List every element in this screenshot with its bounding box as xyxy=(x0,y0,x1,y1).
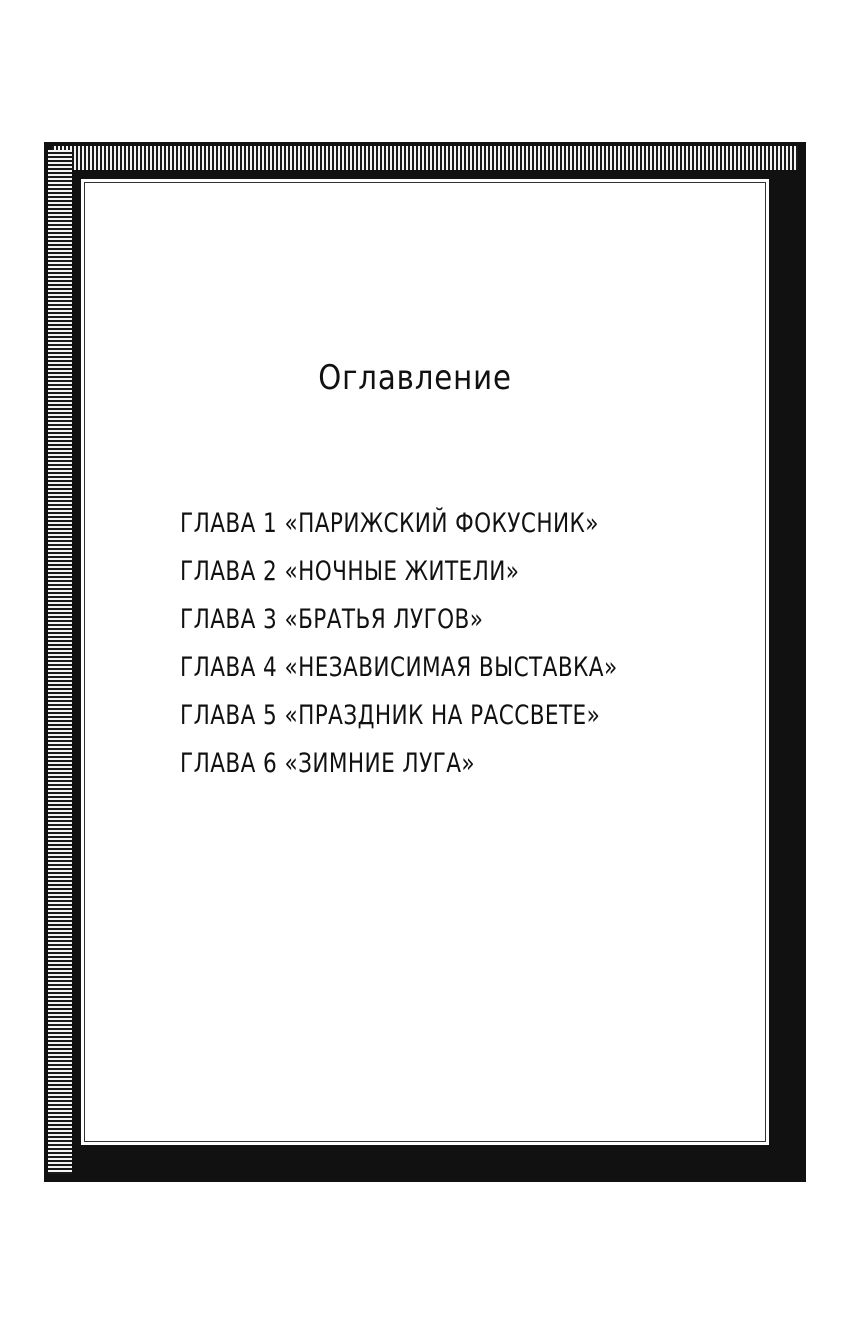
toc-item-chapter-3: ГЛАВА 3 «БРАТЬЯ ЛУГОВ» xyxy=(180,604,484,635)
toc-item-chapter-1: ГЛАВА 1 «ПАРИЖСКИЙ ФОКУСНИК» xyxy=(180,508,599,539)
frame-border-bottom xyxy=(52,146,798,166)
toc-item-chapter-4: ГЛАВА 4 «НЕЗАВИСИМАЯ ВЫСТАВКА» xyxy=(180,652,618,683)
toc-item-chapter-2: ГЛАВА 2 «НОЧНЫЕ ЖИТЕЛИ» xyxy=(180,556,520,587)
table-of-contents xyxy=(180,500,780,788)
toc-item-chapter-5: ГЛАВА 5 «ПРАЗДНИК НА РАССВЕТЕ» xyxy=(180,700,601,731)
frame-border-right xyxy=(48,150,68,1174)
page-title: Оглавление xyxy=(318,358,512,398)
toc-item-chapter-6: ГЛАВА 6 «ЗИМНИЕ ЛУГА» xyxy=(180,748,476,779)
